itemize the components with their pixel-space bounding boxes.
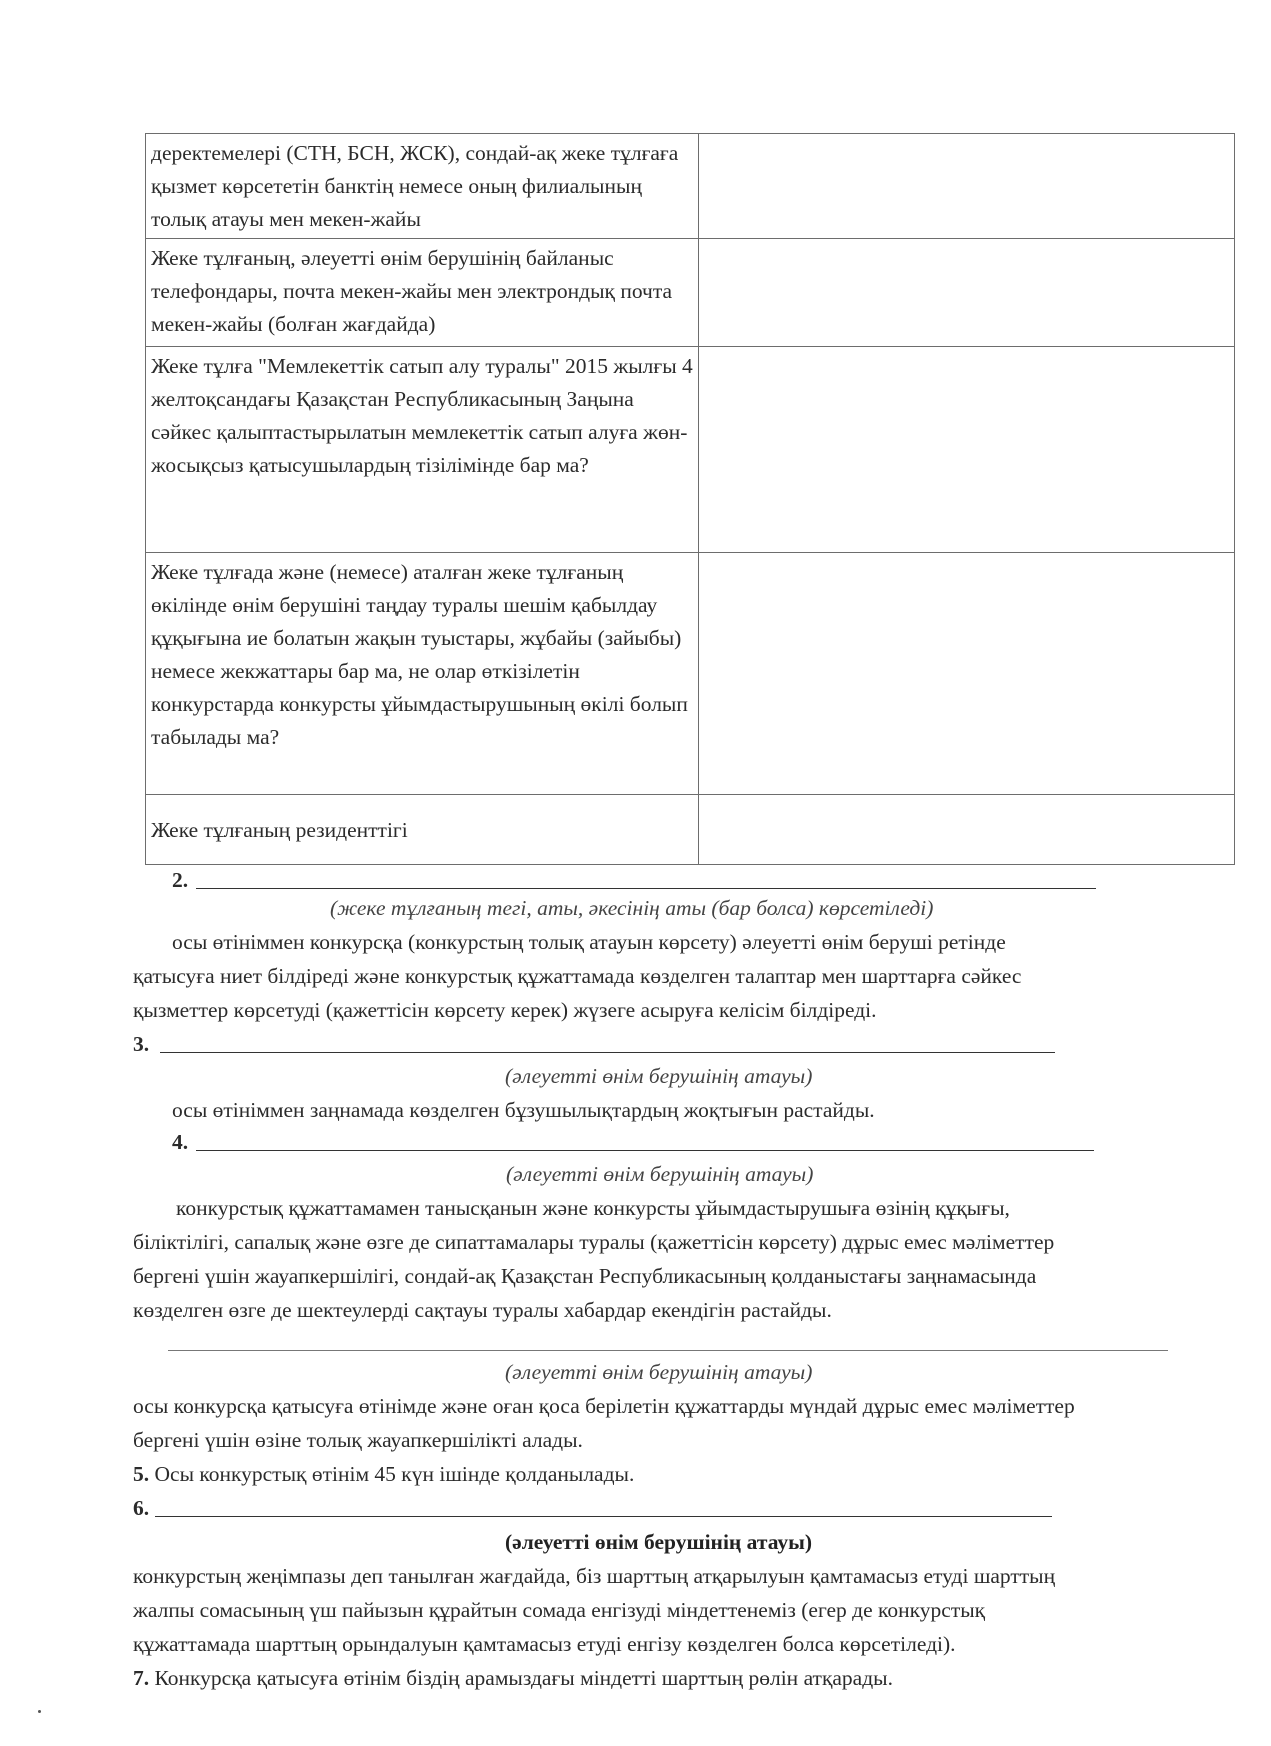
- table-value-cell[interactable]: [699, 239, 1235, 347]
- item-4-fill-line[interactable]: [196, 1150, 1094, 1151]
- applicant-info-table: [145, 133, 1235, 865]
- table-label-cell: Жеке тұлға "Мемлекеттік сатып алу туралы" 2015 жылғы 4 желтоқсандағы Қазақстан Республикасының Заңына сәйкес қалыптастырылатын мемлекеттік сатып алуға жөн-жосықсыз қатысушылардың тізілімінде бар ма?: [146, 347, 699, 553]
- item-2-line: осы өтініммен конкурсқа (конкурстың толық атауын көрсету) әлеуетті өнім беруші ретінде: [172, 930, 1006, 954]
- item-5: [133, 1460, 634, 1488]
- item-3-hint: (әлеуетті өнім берушінің атауы): [505, 1064, 813, 1088]
- table-label-cell: Жеке тұлғаның резиденттігі: [146, 795, 699, 865]
- item-2-number: 2.: [172, 868, 189, 892]
- table-value-cell[interactable]: [699, 134, 1235, 239]
- item-5-text: Осы конкурстық өтінім 45 күн ішінде қолданылады.: [149, 1462, 635, 1486]
- item-4b-hint: (әлеуетті өнім берушінің атауы): [505, 1360, 813, 1384]
- item-3-number: 3.: [133, 1032, 150, 1056]
- table-label-cell: Жеке тұлғада және (немесе) аталған жеке тұлғаның өкілінде өнім берушіні таңдау туралы шешім қабылдау құқығына ие болатын жақын туыстары, жұбайы (зайыбы) немесе жекжаттары бар ма, не олар өткізілетін конкурстарда конкурсты ұйымдастырушының өкілі болып табылады ма?: [146, 553, 699, 795]
- table-value-cell[interactable]: [699, 795, 1235, 865]
- table-row: [146, 553, 1235, 795]
- item-3-line: осы өтініммен заңнамада көзделген бұзушылықтардың жоқтығын растайды.: [172, 1098, 875, 1122]
- item-4-number: 4.: [172, 1130, 189, 1154]
- item-4-line: бергені үшін жауапкершілігі, сондай-ақ Қазақстан Республикасының қолданыстағы заңнамасында: [133, 1264, 1037, 1288]
- item-5-number: 5.: [133, 1462, 150, 1486]
- item-6-number: 6.: [133, 1496, 150, 1520]
- item-6-hint: (әлеуетті өнім берушінің атауы): [505, 1530, 813, 1554]
- item-7-number: 7.: [133, 1666, 150, 1690]
- item-4-line: конкурстық құжаттамамен танысқанын және конкурсты ұйымдастырушыға өзінің құқығы,: [176, 1196, 1010, 1220]
- item-2-line: қызметтер көрсетуді (қажеттісін көрсету керек) жүзеге асыруға келісім білдіреді.: [133, 998, 877, 1022]
- item-6-line: конкурстың жеңімпазы деп танылған жағдайда, біз шарттың атқарылуын қамтамасыз етуді шарттың: [133, 1564, 1056, 1588]
- table-row: [146, 239, 1235, 347]
- table-value-cell[interactable]: [699, 347, 1235, 553]
- item-6-fill-line[interactable]: [155, 1516, 1052, 1517]
- table-label-cell: Жеке тұлғаның, әлеуетті өнім берушінің байланыс телефондары, почта мекен-жайы мен электрондық почта мекен-жайы (болған жағдайда): [146, 239, 699, 347]
- table-row: [146, 347, 1235, 553]
- item-4-line: біліктілігі, сапалық және өзге де сипаттамалары туралы (қажеттісін көрсету) дұрыс емес мәліметтер: [133, 1230, 1055, 1254]
- scan-speck: [38, 1710, 41, 1713]
- item-4b-line: бергені үшін өзіне толық жауапкершілікті алады.: [133, 1428, 583, 1452]
- item-4b-fill-line[interactable]: [168, 1350, 1168, 1351]
- item-6-line: жалпы сомасының үш пайызын құрайтын сомада енгізуді міндеттенеміз (егер де конкурстық: [133, 1598, 986, 1622]
- table-label-cell: деректемелері (СТН, БСН, ЖСК), сондай-ақ жеке тұлғаға қызмет көрсететін банктің немесе оның филиалының толық атауы мен мекен-жайы: [146, 134, 699, 239]
- item-4-line: көзделген өзге де шектеулерді сақтауы туралы хабардар екендігін растайды.: [133, 1298, 832, 1322]
- table-row: [146, 134, 1235, 239]
- item-2-line: қатысуға ниет білдіреді және конкурстық құжаттамада көзделген талаптар мен шарттарға сәйкес: [133, 964, 1022, 988]
- item-2-fill-line[interactable]: [196, 888, 1096, 889]
- table-value-cell[interactable]: [699, 553, 1235, 795]
- item-3-fill-line[interactable]: [160, 1052, 1055, 1053]
- table-row: [146, 795, 1235, 865]
- item-7: [133, 1664, 893, 1692]
- item-2-hint: (жеке тұлғаның тегі, аты, әкесінің аты (бар болса) көрсетіледі): [330, 896, 934, 920]
- item-7-text: Конкурсқа қатысуға өтінім біздің арамыздағы міндетті шарттың рөлін атқарады.: [149, 1666, 893, 1690]
- item-6-line: құжаттамада шарттың орындалуын қамтамасыз етуді енгізу көзделген болса көрсетіледі).: [133, 1632, 956, 1656]
- item-4-hint: (әлеуетті өнім берушінің атауы): [506, 1162, 814, 1186]
- item-4b-line: осы конкурсқа қатысуға өтінімде және оған қоса берілетін құжаттарды мүндай дұрыс емес мәліметтер: [133, 1394, 1075, 1418]
